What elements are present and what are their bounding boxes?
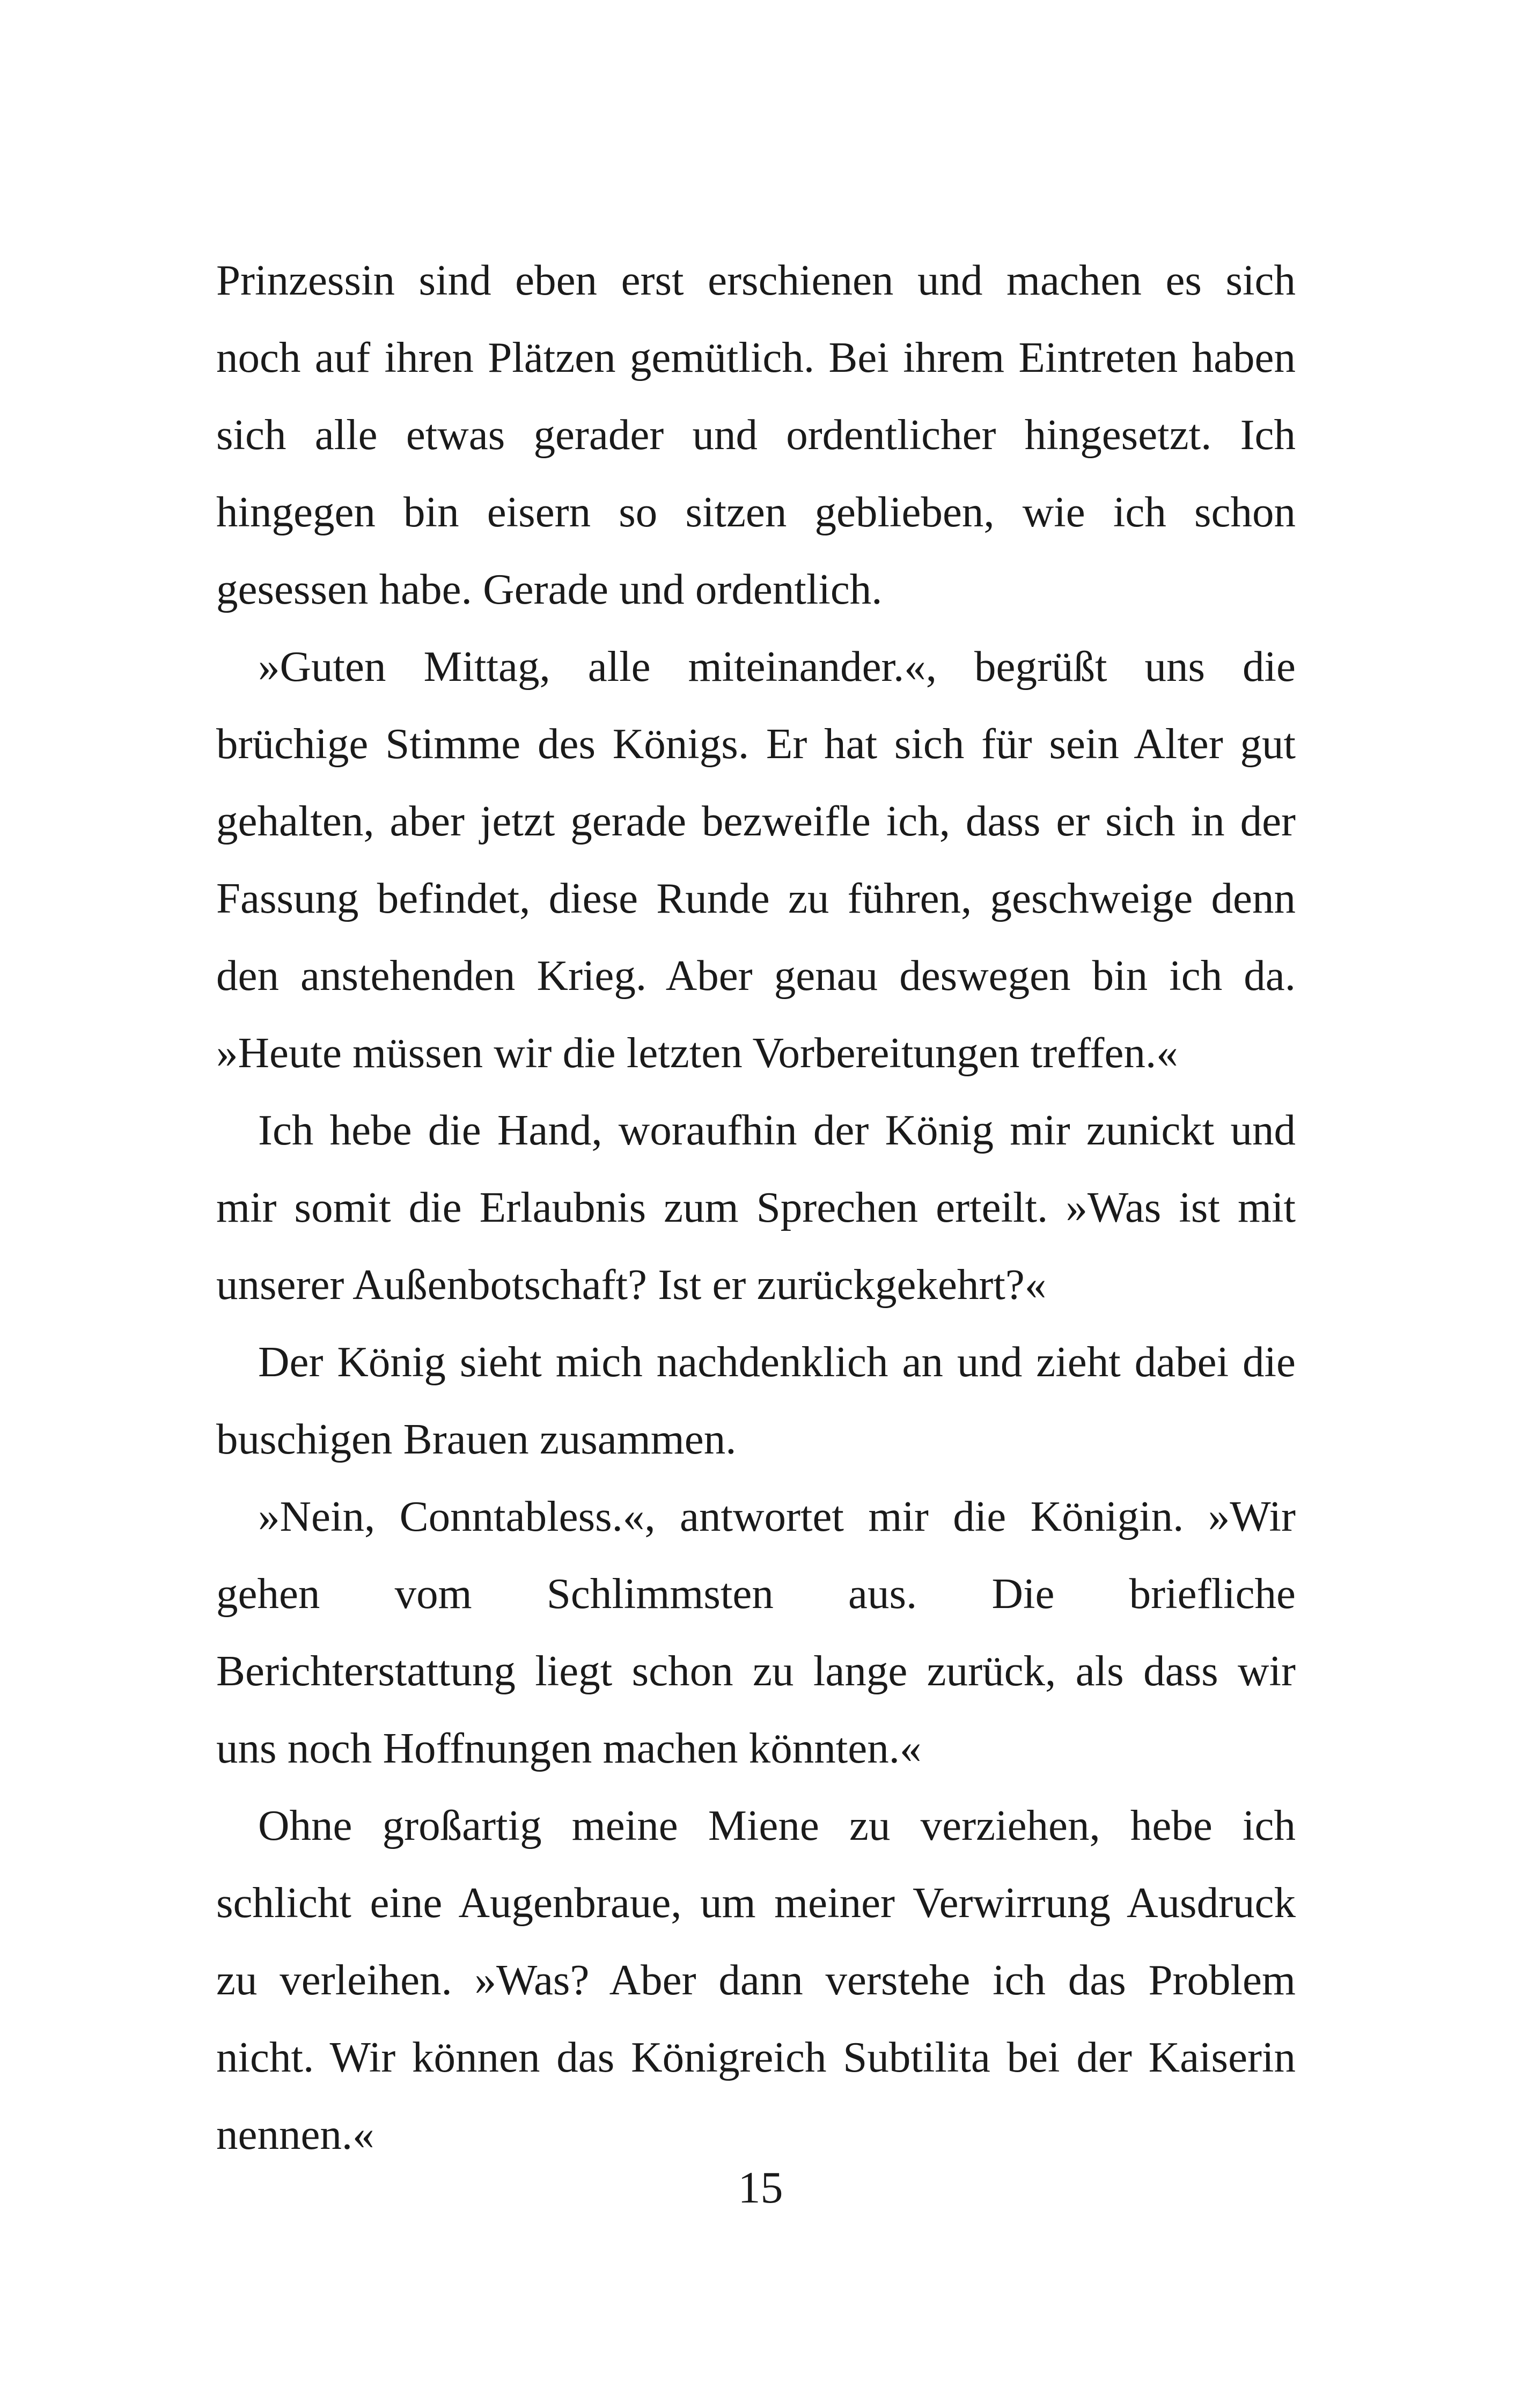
text-line: gehalten, aber jetzt gerade bezweifle ich, dass er sich in der	[216, 797, 1296, 845]
body-text	[216, 241, 1296, 2173]
text-line: Berichterstattung liegt schon zu lange zurück, als dass wir	[216, 1647, 1296, 1695]
text-line: Prinzessin sind eben erst erschienen und machen es sich	[216, 256, 1296, 304]
text-line: sich alle etwas gerader und ordentlicher hingesetzt. Ich	[216, 410, 1296, 459]
text-line: uns noch Hoffnungen machen könnten.«	[216, 1724, 922, 1772]
text-line: gesessen habe. Gerade und ordentlich.	[216, 565, 883, 613]
text-line: nennen.«	[216, 2110, 374, 2159]
text-line: mir somit die Erlaubnis zum Sprechen erteilt. »Was ist mit	[216, 1183, 1296, 1231]
text-line: »Guten Mittag, alle miteinander.«, begrüßt uns die	[258, 642, 1296, 691]
text-line: »Nein, Conntabless.«, antwortet mir die Königin. »Wir	[258, 1492, 1296, 1540]
text-line: buschigen Brauen zusammen.	[216, 1415, 737, 1463]
text-line: Ohne großartig meine Miene zu verziehen, hebe ich	[258, 1801, 1296, 1849]
text-line: zu verleihen. »Was? Aber dann verstehe ich das Problem	[216, 1956, 1296, 2004]
text-line: nicht. Wir können das Königreich Subtilita bei der Kaiserin	[216, 2033, 1296, 2081]
text-line: den anstehenden Krieg. Aber genau deswegen bin ich da.	[216, 951, 1296, 1000]
text-line: noch auf ihren Plätzen gemütlich. Bei ihrem Eintreten haben	[216, 333, 1296, 381]
text-line: hingegen bin eisern so sitzen geblieben, wie ich schon	[216, 488, 1296, 536]
text-line: brüchige Stimme des Königs. Er hat sich für sein Alter gut	[216, 720, 1296, 768]
text-line: »Heute müssen wir die letzten Vorbereitungen treffen.«	[216, 1029, 1178, 1077]
page-number: 15	[738, 2163, 783, 2213]
text-line: unserer Außenbotschaft? Ist er zurückgekehrt?«	[216, 1260, 1047, 1309]
text-line: gehen vom Schlimmsten aus. Die briefliche	[216, 1569, 1296, 1618]
text-line: Der König sieht mich nachdenklich an und zieht dabei die	[258, 1338, 1296, 1386]
text-line: schlicht eine Augenbraue, um meiner Verwirrung Ausdruck	[216, 1878, 1296, 1927]
text-line: Ich hebe die Hand, woraufhin der König mir zunickt und	[258, 1106, 1296, 1154]
text-line: Fassung befindet, diese Runde zu führen, geschweige denn	[216, 874, 1296, 922]
